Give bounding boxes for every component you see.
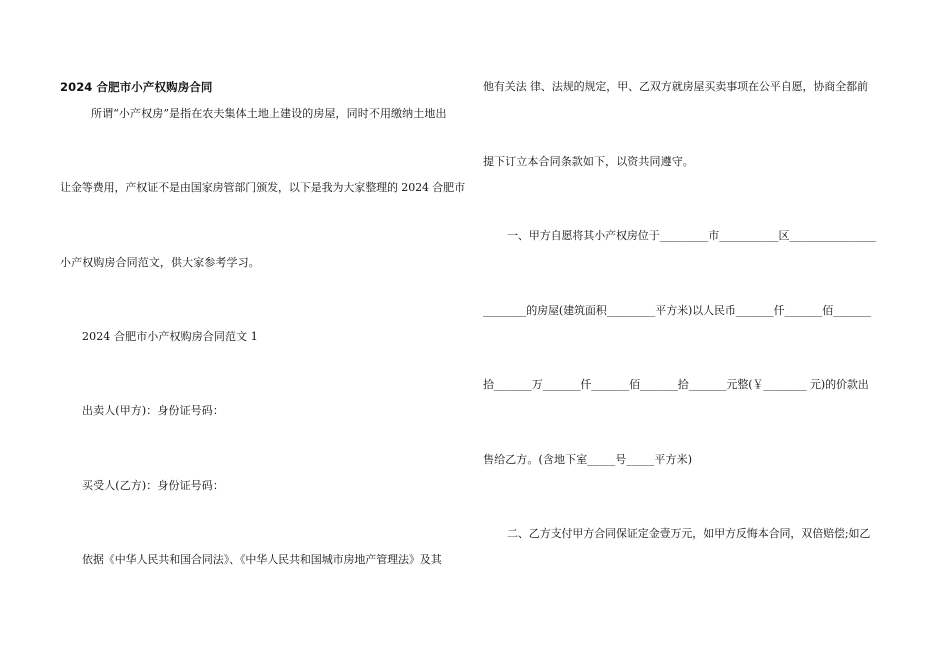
law-basis-continuation-line-1: 他有关法 律、法规的规定，甲、乙双方就房屋买卖事项在公平自愿，协商全都前 <box>483 80 868 93</box>
right-column <box>483 0 888 672</box>
intro-paragraph-line-1: 所谓“小产权房”是指在农夫集体土地上建设的房屋，同时不用缴纳土地出 <box>91 107 447 120</box>
clause-1-line-2: ________的房屋(建筑面积_________平方米)以人民币_______仟_______佰_______ <box>483 304 871 317</box>
intro-paragraph-line-3: 小产权购房合同范文，供大家参考学习。 <box>60 256 260 269</box>
clause-1-line-4: 售给乙方。(含地下室_____号_____平方米) <box>483 453 693 466</box>
document-title: 2024 合肥市小产权购房合同 <box>60 80 213 94</box>
sample-heading: 2024 合肥市小产权购房合同范文 1 <box>82 330 258 343</box>
clause-2-line-1: 二、乙方支付甲方合同保证定金壹万元，如甲方反悔本合同，双倍赔偿;如乙 <box>507 527 871 540</box>
clause-1-line-1: 一、甲方自愿将其小产权房位于_________市___________区________________ <box>507 229 876 242</box>
law-basis-line: 依据《中华人民共和国合同法》、《中华人民共和国城市房地产管理法》及其 <box>82 553 442 566</box>
intro-paragraph-line-2: 让金等费用，产权证不是由国家房管部门颁发，以下是我为大家整理的 2024 合肥市 <box>60 181 465 194</box>
clause-1-line-3: 拾_______万_______仟_______佰_______拾_______元整(￥________ 元)的价款出 <box>483 378 869 391</box>
left-column <box>60 0 470 672</box>
seller-line: 出卖人(甲方)：身份证号码： <box>82 404 224 417</box>
buyer-line: 买受人(乙方)：身份证号码： <box>82 479 224 492</box>
law-basis-continuation-line-2: 提下订立本合同条款如下，以资共同遵守。 <box>483 155 694 168</box>
